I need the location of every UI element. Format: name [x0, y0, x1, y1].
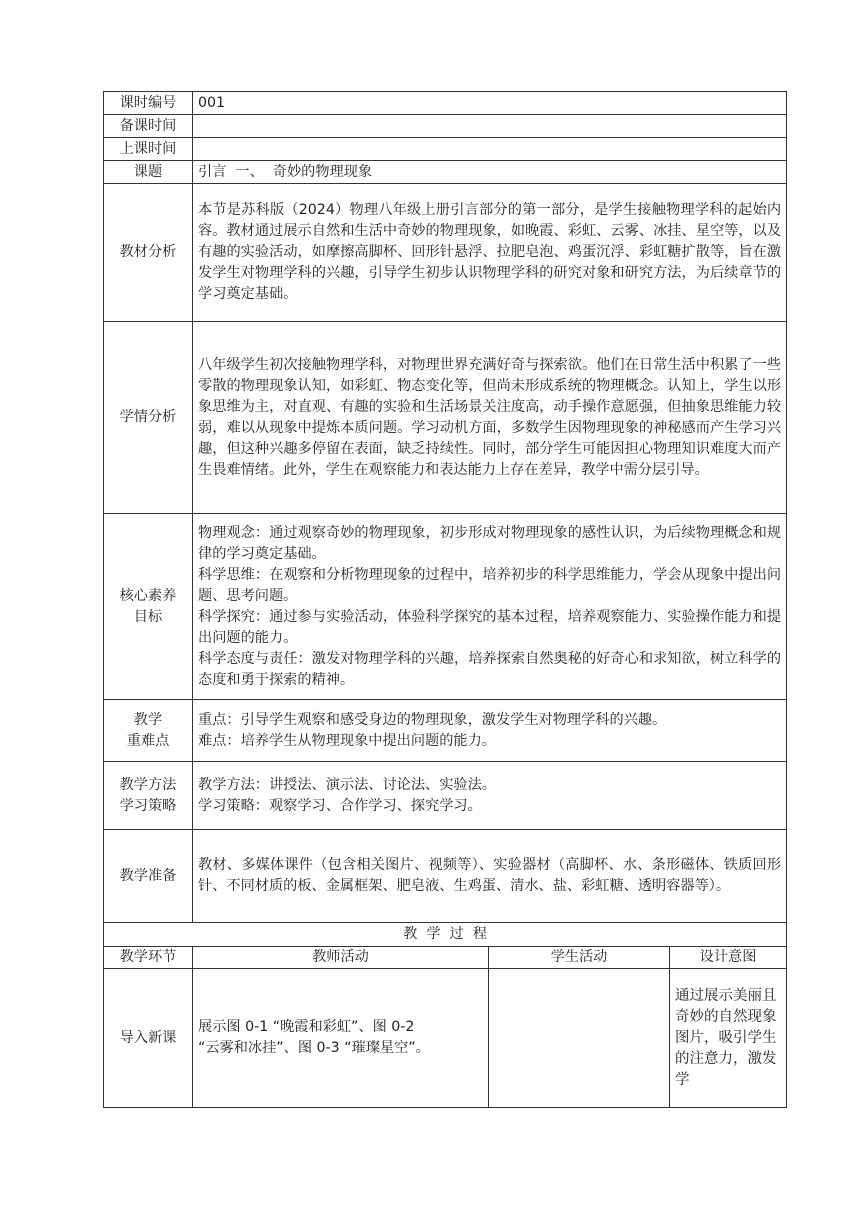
row-prep-time	[104, 115, 787, 138]
teacher-activity-line2: “云雾和冰挂”、图 0-3 “璀璨星空”。	[198, 1040, 430, 1056]
row-core-goals	[104, 514, 787, 700]
label-methods	[104, 762, 193, 830]
row-class-time	[104, 138, 787, 161]
methods-content	[193, 762, 787, 830]
key-point-difficulty: 难点：培养学生从物理现象中提出问题的能力。	[198, 732, 496, 749]
core-goals-content	[193, 514, 787, 700]
label-methods-line1: 教学方法	[119, 776, 177, 793]
label-student-analysis: 学情分析	[104, 322, 193, 514]
label-methods-line2: 学习策略	[119, 797, 177, 814]
design-intent-intro: 通过展示美丽且奇妙的自然现象图片，吸引学生的注意力，激发学	[670, 969, 787, 1108]
preparation-text: 教材、多媒体课件（包含相关图片、视频等）、实验器材（高脚杯、水、条形磁体、铁质回形针、不同材质的板、金属框架、肥皂液、生鸡蛋、清水、盐、彩虹糖、透明容器等）。	[193, 830, 787, 923]
header-student-activity: 学生活动	[489, 947, 670, 969]
goal-scientific-thinking: 科学思维：在观察和分析物理现象的过程中，培养初步的科学思维能力，学会从现象中提出问题、思考问题。	[198, 566, 782, 604]
row-process-title	[104, 923, 787, 947]
label-core-goals-line2: 目标	[133, 608, 163, 625]
label-core-goals	[104, 514, 193, 700]
row-key-points	[104, 700, 787, 762]
goal-scientific-inquiry: 科学探究：通过参与实验活动，体验科学探究的基本过程，培养观察能力、实验操作能力和提出问题的能力。	[198, 608, 782, 646]
row-material-analysis	[104, 184, 787, 322]
row-topic	[104, 161, 787, 184]
row-process-headers	[104, 947, 787, 969]
student-analysis-text: 八年级学生初次接触物理学科，对物理世界充满好奇与探索欲。他们在日常生活中积累了一些零散的物理现象认知，如彩虹、物态变化等，但尚未形成系统的物理概念。认知上，学生以形象思维为主，对直观、有趣的实验和生活场景关注度高，动手操作意愿强，但抽象思维能力较弱，难以从现象中提炼本质问题。学习动机方面，多数学生因物理现象的神秘感而产生学习兴趣，但这种兴趣多停留在表面，缺乏持续性。同时，部分学生可能因担心物理知识难度大而产生畏难情绪。此外，学生在观察能力和表达能力上存在差异，教学中需分层引导。	[193, 322, 787, 514]
lesson-plan-table	[103, 91, 787, 1108]
student-activity-intro	[489, 969, 670, 1108]
material-analysis-text: 本节是苏科版（2024）物理八年级上册引言部分的第一部分，是学生接触物理学科的起始内容。教材通过展示自然和生活中奇妙的物理现象，如晚霞、彩虹、云雾、冰挂、星空等，以及有趣的实验活动，如摩擦高脚杯、回形针悬浮、拉肥皂泡、鸡蛋沉浮、彩虹糖扩散等，旨在激发学生对物理学科的兴趣，引导学生初步认识物理学科的研究对象和研究方法，为后续章节的学习奠定基础。	[193, 184, 787, 322]
row-student-analysis	[104, 322, 787, 514]
row-process-intro	[104, 969, 787, 1108]
row-methods	[104, 762, 787, 830]
label-lesson-number: 课时编号	[104, 92, 193, 115]
goal-physics-concept: 物理观念：通过观察奇妙的物理现象，初步形成对物理现象的感性认识，为后续物理概念和规律的学习奠定基础。	[198, 524, 782, 562]
row-preparation	[104, 830, 787, 923]
header-stage: 教学环节	[104, 947, 193, 969]
label-key-points-line2: 重难点	[126, 732, 170, 749]
label-prep-time: 备课时间	[104, 115, 193, 138]
value-topic: 引言 一、 奇妙的物理现象	[193, 161, 787, 184]
row-lesson-number	[104, 92, 787, 115]
value-prep-time	[193, 115, 787, 138]
header-teacher-activity: 教师活动	[193, 947, 489, 969]
label-key-points	[104, 700, 193, 762]
label-material-analysis: 教材分析	[104, 184, 193, 322]
teacher-activity-line1: 展示图 0-1 “晚霞和彩虹”、图 0-2	[198, 1019, 415, 1035]
header-design-intent: 设计意图	[670, 947, 787, 969]
learning-strategies: 学习策略：观察学习、合作学习、探究学习。	[198, 797, 482, 814]
teaching-methods: 教学方法：讲授法、演示法、讨论法、实验法。	[198, 776, 496, 793]
label-core-goals-line1: 核心素养	[119, 587, 177, 604]
label-preparation: 教学准备	[104, 830, 193, 923]
teacher-activity-intro	[193, 969, 489, 1108]
value-class-time	[193, 138, 787, 161]
key-point-focus: 重点：引导学生观察和感受身边的物理现象，激发学生对物理学科的兴趣。	[198, 711, 667, 728]
stage-intro: 导入新课	[104, 969, 193, 1108]
goal-scientific-attitude: 科学态度与责任：激发对物理学科的兴趣，培养探索自然奥秘的好奇心和求知欲，树立科学的态度和勇于探索的精神。	[198, 650, 782, 688]
label-topic: 课题	[104, 161, 193, 184]
process-title: 教 学 过 程	[104, 923, 787, 947]
label-key-points-line1: 教学	[133, 711, 163, 728]
key-points-content	[193, 700, 787, 762]
value-lesson-number: 001	[193, 92, 787, 115]
label-class-time: 上课时间	[104, 138, 193, 161]
